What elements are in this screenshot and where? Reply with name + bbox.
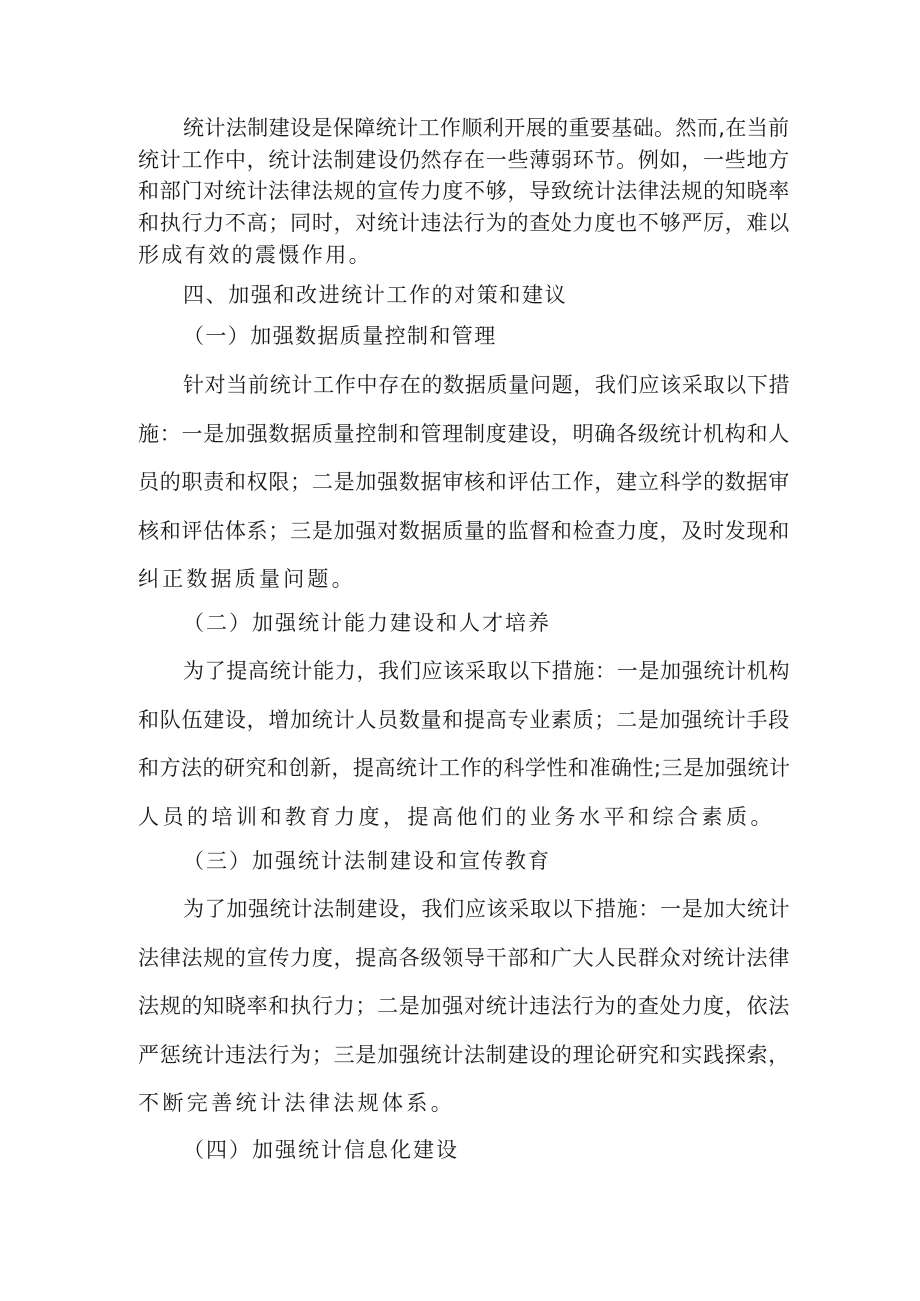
document-page: 统计法制建设是保障统计工作顺利开展的重要基础。然而,在当前 统计工作中，统计法制建设仍然存在一些薄弱环节。例如，一些地方 和部门对统计法律法规的宣传力度不够，导致统计法律法规的知晓率 和执行力不高；同时，对统计违法行为的查处力度也不够严厉，难以 形成有效的震慑作用。 四、加强和改进统计工作的对策和建议 （一）加强数据质量控制和管理 针对当前统计工作中存在的数据质量问题，我们应该采取以下措 施：一是加强数据质量控制和管理制度建设，明确各级统计机构和人 员的职责和权限；二是加强数据审核和评估工作，建立科学的数据审 核和评估体系；三是加强对数据质量的监督和检查力度，及时发现和 纠正数据质量问题。 （二）加强统计能力建设和人才培养 为了提高统计能力，我们应该采取以下措施：一是加强统计机构 和队伍建设，增加统计人员数量和提高专业素质；二是加强统计手段 和方法的研究和创新，提高统计工作的科学性和准确性;三是加强统计 人员的培训和教育力度，提高他们的业务水平和综合素质。 （三）加强统计法制建设和宣传教育 为了加强统计法制建设，我们应该采取以下措施：一是加大统计 法律法规的宣传力度，提高各级领导干部和广大人民群众对统计法律 法规的知晓率和执行力；二是加强对统计违法行为的查处力度，依法 严惩统计违法行为；三是加强统计法制建设的理论研究和实践探索， 不断完善统计法律法规体系。 （四）加强统计信息化建设: [138, 116, 791, 1162]
